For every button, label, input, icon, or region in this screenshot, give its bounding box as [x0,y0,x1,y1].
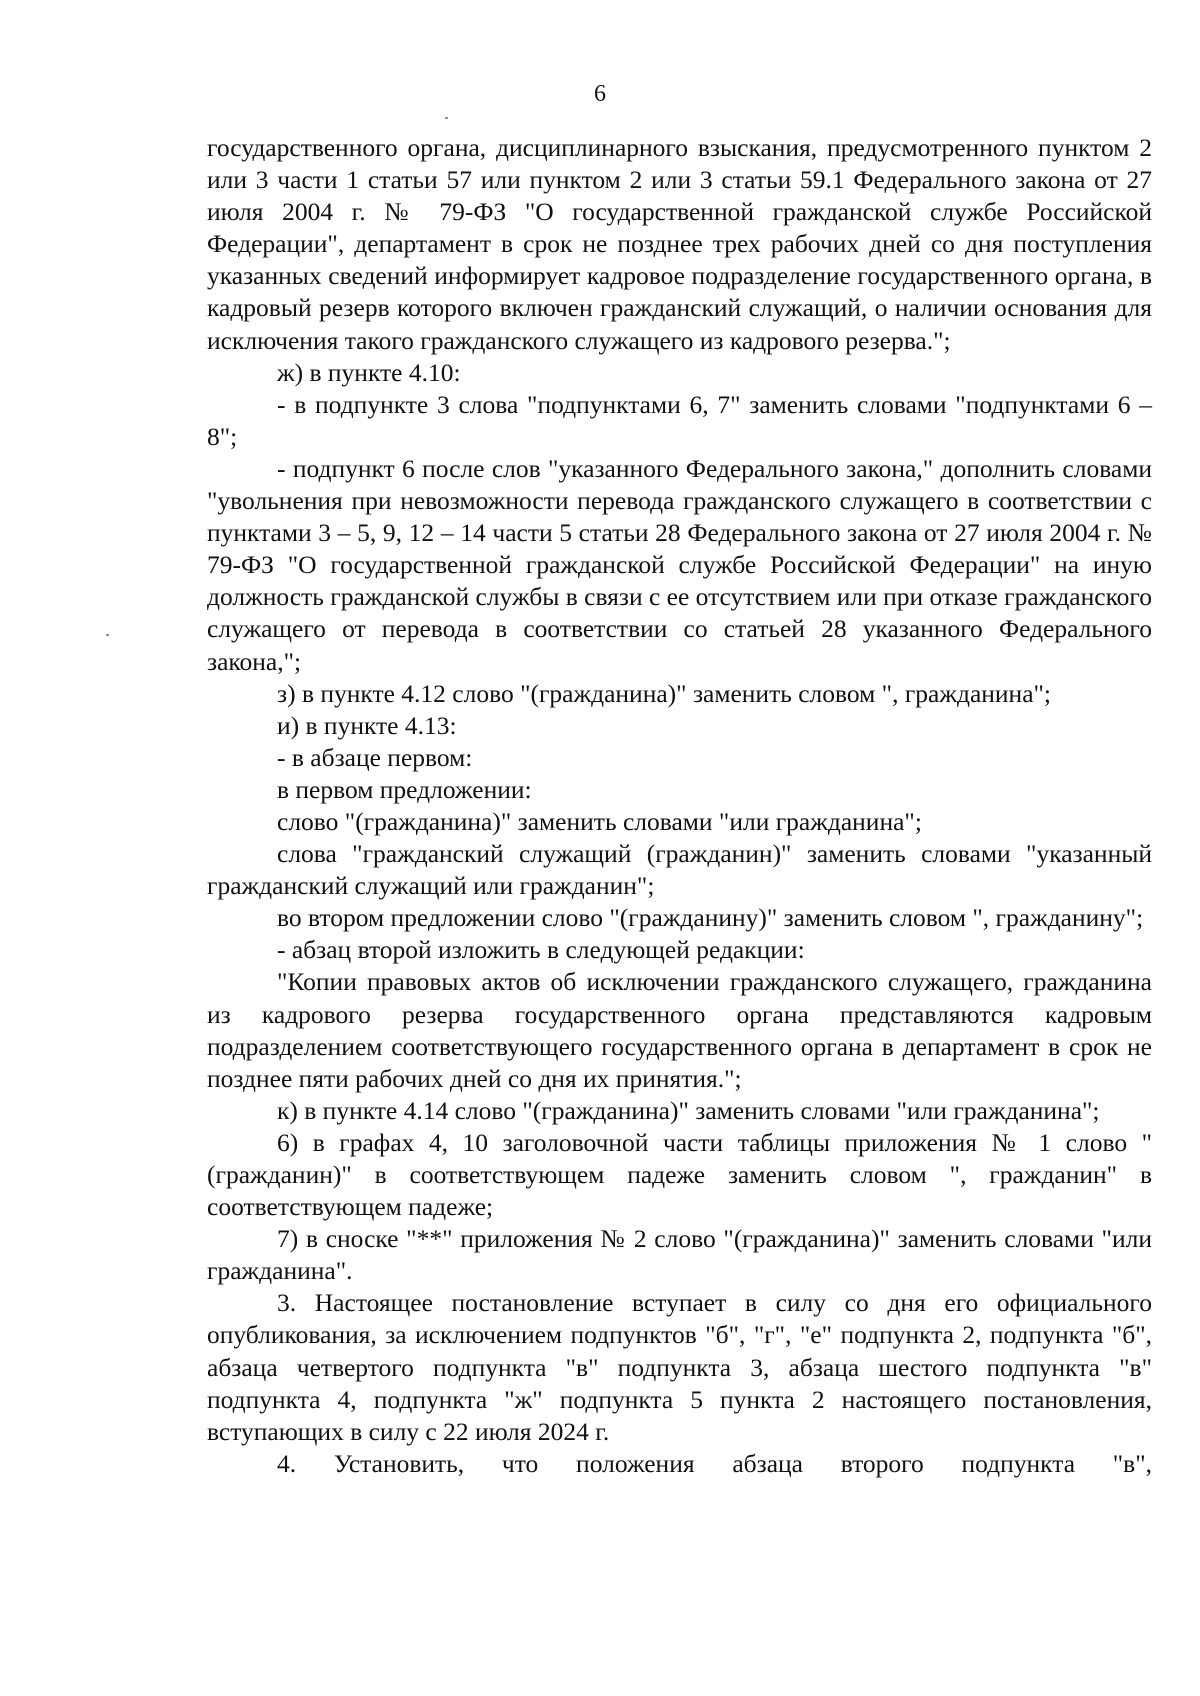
paragraph: - абзац второй изложить в следующей редакции: [277,935,805,965]
paragraph: слово "(гражданина)" заменить словами "или гражданина"; [277,806,922,836]
paragraph: 4. Установить, что положения абзаца второго подпункта "в", [277,1448,1152,1478]
paragraph: слова "гражданский служащий (гражданин)" заменить словами "указанный гражданский служащий или гражданин"; [207,839,1152,901]
scan-artifact [106,634,109,636]
page-number: 6 [594,81,606,107]
paragraph: к) в пункте 4.14 слово "(гражданина)" заменить словами "или гражданина"; [277,1095,1100,1125]
paragraph: - в подпункте 3 слова "подпунктами 6, 7" заменить словами "подпунктами 6 – 8"; [207,389,1152,451]
paragraph: и) в пункте 4.13: [277,710,457,740]
paragraph: 7) в сноске "**" приложения № 2 слово "(гражданина)" заменить словами "или гражданина". [207,1224,1152,1286]
paragraph: в первом предложении: [277,774,532,804]
scan-artifact [445,117,448,119]
paragraph: 6) в графах 4, 10 заголовочной части таблицы приложения № 1 слово "(гражданин)" в соответствующем падеже заменить словом ", гражданин" в соответствующем падеже; [207,1127,1152,1222]
paragraph: государственного органа, дисциплинарного взыскания, предусмотренного пунктом 2 или 3 части 1 статьи 57 или пунктом 2 или 3 статьи 59.1 Федерального закона от 27 июля 2004 г. № 79-ФЗ "О государственной гражданской службе Российской Федерации", департамент в срок не позднее трех рабочих дней со дня поступления указанных сведений информирует кадровое подразделение государственного органа, в кадровый резерв которого включен гражданский служащий, о наличии основания для исключения такого гражданского служащего из кадрового резерва."; [207,133,1152,355]
paragraph: з) в пункте 4.12 слово "(гражданина)" заменить словом ", гражданина"; [277,678,1052,708]
paragraph: "Копии правовых актов об исключении гражданского служащего, гражданина из кадрового резерва государственного органа представляются кадровым подразделением соответствующего государственного органа в департамент в срок не позднее пяти рабочих дней со дня их принятия."; [207,967,1152,1093]
paragraph: ж) в пункте 4.10: [277,357,461,387]
paragraph: - в абзаце первом: [277,742,473,772]
paragraph: - подпункт 6 после слов "указанного Федерального закона," дополнить словами "увольнения при невозможности перевода гражданского служащего в соответствии с пунктами 3 – 5, 9, 12 – 14 части 5 статьи 28 Федерального закона от 27 июля 2004 г. № 79-ФЗ "О государственной гражданской службе Российской Федерации" на иную должность гражданской службы в связи с ее отсутствием или при отказе гражданского служащего от перевода в соответствии со статьей 28 указанного Федерального закона,"; [207,453,1152,676]
paragraph: во втором предложении слово "(гражданину)" заменить словом ", гражданину"; [277,903,1144,933]
paragraph: 3. Настоящее постановление вступает в силу со дня его официального опубликования, за исключением подпунктов "б", "г", "е" подпункта 2, подпункта "б", абзаца четвертого подпункта "в" подпункта 3, абзаца шестого подпункта "в" подпункта 4, подпункта "ж" подпункта 5 пункта 2 настоящего постановления, вступающих в силу с 22 июля 2024 г. [207,1288,1152,1446]
document-body [207,132,1152,1480]
